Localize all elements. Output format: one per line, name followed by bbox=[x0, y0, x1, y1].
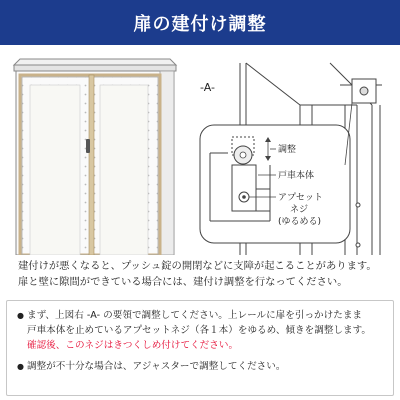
page-title-bar bbox=[0, 0, 400, 45]
bullet-icon: ● bbox=[17, 311, 24, 320]
door-adjustment-illustration bbox=[0, 45, 400, 255]
callout-loosen: (ゆるめる) bbox=[278, 217, 322, 227]
roller-zoom-callout bbox=[200, 125, 350, 243]
note-item-1 bbox=[17, 308, 387, 323]
push-lock-icon bbox=[86, 139, 90, 153]
note-item-1-warning: 確認後、このネジはきつくしめ付けてください。 bbox=[27, 340, 239, 351]
note-item-1-line-1: まず、上図右 -A- の要領で調整してください。上レールに扉を引っかけたまま bbox=[27, 310, 363, 321]
note-item-2-text: 調整が不十分な場合は、アジャスターで調整してください。 bbox=[27, 361, 286, 372]
description-line-1: 建付けが悪くなると、プッシュ錠の開閉などに支障が起こることがあります。 bbox=[18, 260, 377, 272]
page-title: 扉の建付け調整 bbox=[133, 13, 267, 35]
callout-set-screw-2: ネジ bbox=[290, 205, 309, 215]
note-item-1-line-2: 戸車本体を止めているアプセットネジ（各１本）をゆるめ、傾きを調整します。 bbox=[27, 325, 372, 336]
callout-adjust: 調整 bbox=[278, 145, 297, 155]
callout-door-body: 戸車本体 bbox=[278, 171, 315, 181]
callout-set-screw-1: アプセット bbox=[278, 193, 323, 203]
bullet-icon: ● bbox=[17, 362, 24, 371]
note-item-2 bbox=[17, 359, 387, 374]
description bbox=[18, 258, 388, 290]
storage-shed-drawing bbox=[14, 59, 176, 255]
notes-box bbox=[6, 300, 394, 396]
view-label: -A- bbox=[200, 81, 215, 94]
description-line-2: 扉と壁に隙間ができている場合には、建付け調整を行なってください。 bbox=[18, 276, 348, 288]
